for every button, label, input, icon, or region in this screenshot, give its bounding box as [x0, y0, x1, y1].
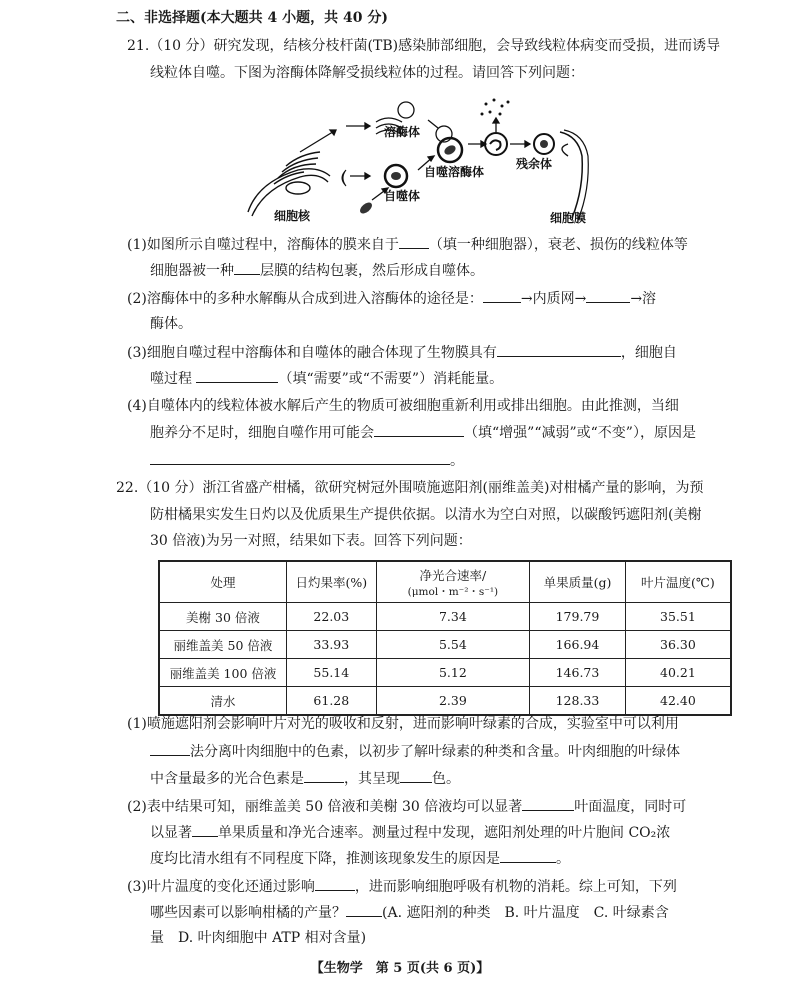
header-net-photosynthesis-unit: (μmol・m⁻²・s⁻¹): [407, 585, 499, 598]
table-cell: 35.51: [625, 603, 731, 631]
table-cell: 丽维盖美 50 倍液: [159, 631, 286, 659]
q21-p4-text-d: 。: [450, 453, 464, 469]
q21-p2-text-d: 酶体。: [150, 316, 192, 332]
answer-blank[interactable]: [586, 288, 630, 303]
answer-blank[interactable]: [150, 741, 190, 756]
q22-part2-line2: [150, 822, 670, 843]
header-net-photosynthesis: [376, 561, 529, 603]
table-cell: 36.30: [625, 631, 731, 659]
q21-p4-text-b: 胞养分不足时，细胞自噬作用可能会: [150, 425, 374, 441]
q21-p1-text-b: （填一种细胞器），衰老、损伤的线粒体等: [428, 237, 688, 253]
q22-p1-text-e: 色。: [432, 771, 460, 787]
table-cell: 40.21: [625, 659, 731, 687]
answer-blank[interactable]: [374, 422, 464, 437]
q22-part1-line2: [150, 741, 680, 762]
autophagosome-drawing: [385, 165, 407, 187]
table-cell: 丽维盖美 100 倍液: [159, 659, 286, 687]
table-cell: 146.73: [530, 659, 626, 687]
q22-part2-line1: [127, 796, 686, 817]
q22-p2-text-f: 。: [556, 851, 570, 867]
answer-blank[interactable]: [315, 876, 355, 891]
q22-p1-text-b: 法分离叶肉细胞中的色素，以初步了解叶绿素的种类和含量。叶肉细胞的叶绿体: [190, 744, 680, 760]
q21-p4-text-a: (4)自噬体内的线粒体被水解后产生的物质可被细胞重新利用或排出细胞。由此推测，当细: [127, 398, 679, 414]
label-cell-membrane: 细胞膜: [550, 211, 587, 225]
table-header-row: [159, 561, 731, 603]
q21-part3-line2: [150, 368, 503, 389]
table-cell: 5.54: [376, 631, 529, 659]
q21-part2-line1: [127, 288, 656, 309]
results-table: [158, 560, 732, 716]
q22-p3-text-a: (3)叶片温度的变化还通过影响: [127, 879, 315, 895]
table-cell: 22.03: [286, 603, 376, 631]
table-cell: 166.94: [530, 631, 626, 659]
q22-p2-text-d: 单果质量和净光合速率。测量过程中发现，遮阳剂处理的叶片胞间 CO₂浓: [218, 825, 671, 841]
q21-part3-line1: [127, 342, 677, 363]
q22-intro-line-2: 防柑橘果实发生日灼以及优质果生产提供依据。以清水为空白对照，以碳酸钙遮阳剂(美榭: [150, 507, 702, 523]
q21-part4-line3: [150, 450, 464, 471]
digestion-drawing: [481, 99, 510, 156]
q22-p2-text-e: 度均比清水组有不同程度下降，推测该现象发生的原因是: [150, 851, 500, 867]
lysosome-autophagy-diagram: [238, 92, 598, 232]
answer-blank[interactable]: [483, 288, 521, 303]
q22-part3-line1: [127, 876, 677, 897]
q22-intro-line-3: 30 倍液)为另一对照，结果如下表。回答下列问题：: [150, 533, 472, 549]
q22-p2-text-c: 以显著: [150, 825, 192, 841]
label-autophagosome: 自噬体: [384, 189, 421, 203]
table-cell: 美榭 30 倍液: [159, 603, 286, 631]
q22-part1-line3: [150, 768, 460, 789]
page-footer: 【生物学 第 5 页(共 6 页)】: [310, 961, 490, 976]
label-autolysosome: 自噬溶酶体: [424, 165, 485, 179]
residual-body-drawing: [534, 134, 554, 154]
table-cell: 5.12: [376, 659, 529, 687]
q21-p3-text-b: ，细胞自: [620, 345, 677, 361]
section-title: 二、非选择题(本大题共 4 小题，共 40 分): [116, 10, 388, 26]
q22-p3-text-c: 哪些因素可以影响柑橘的产量？: [150, 905, 346, 921]
answer-blank[interactable]: [399, 234, 429, 249]
q21-p2-text-a: (2)溶酶体中的多种水解酶从合成到进入溶酶体的途径是：: [127, 291, 483, 307]
label-nucleus: 细胞核: [274, 209, 311, 223]
header-treatment: 处理: [159, 561, 286, 603]
q21-p3-text-d: （填“需要”或“不需要”）消耗能量。: [278, 371, 504, 387]
answer-blank[interactable]: [497, 342, 621, 357]
q21-intro-line-2: 线粒体自噬。下图为溶酶体降解受损线粒体的过程。请回答下列问题：: [150, 65, 584, 81]
q21-p2-text-c: →溶: [630, 291, 657, 307]
header-fruit-mass: 单果质量(g): [530, 561, 626, 603]
q22-part2-line3: [150, 848, 570, 869]
q21-p3-text-a: (3)细胞自噬过程中溶酶体和自噬体的融合体现了生物膜具有: [127, 345, 497, 361]
table-cell: 55.14: [286, 659, 376, 687]
autolysosome-drawing: [438, 138, 462, 162]
answer-blank[interactable]: [234, 260, 260, 275]
label-lysosome: 溶酶体: [384, 125, 421, 139]
table-cell: 清水: [159, 687, 286, 716]
table-row: [159, 603, 731, 631]
q21-part4-line2: [150, 422, 696, 443]
q21-part1-line1: [127, 234, 688, 255]
answer-blank[interactable]: [192, 822, 218, 837]
label-residual-body: 残余体: [516, 157, 553, 171]
table-cell: 33.93: [286, 631, 376, 659]
answer-blank[interactable]: [304, 768, 344, 783]
q22-p2-text-b: 叶面温度，同时可: [574, 799, 687, 815]
q22-p3-text-b: ，进而影响细胞呼吸有机物的消耗。综上可知，下列: [354, 879, 677, 895]
q22-p3-text-e: 量 D. 叶肉细胞中 ATP 相对含量): [150, 930, 367, 946]
table-row: [159, 687, 731, 716]
header-net-photosynthesis-title: 净光合速率/: [419, 567, 487, 583]
q22-p1-text-d: ，其呈现: [344, 771, 400, 787]
q22-part3-line2: [150, 902, 669, 923]
q22-p1-text-c: 中含量最多的光合色素是: [150, 771, 304, 787]
q22-p1-text-a: (1)喷施遮阳剂会影响叶片对光的吸收和反射，进而影响叶绿素的合成，实验室中可以利用: [127, 716, 679, 732]
table-cell: 2.39: [376, 687, 529, 716]
q21-intro-line-1: 21.（10 分）研究发现，结核分枝杆菌(TB)感染肺部细胞，会导致线粒体病变而受损，进而诱导: [127, 38, 721, 54]
table-cell: 7.34: [376, 603, 529, 631]
q21-part1-line2: [150, 260, 484, 281]
q22-p3-text-d: (A. 遮阳剂的种类 B. 叶片温度 C. 叶绿素含: [382, 905, 669, 921]
table-cell: 128.33: [530, 687, 626, 716]
table-cell: 61.28: [286, 687, 376, 716]
answer-blank[interactable]: [400, 768, 432, 783]
answer-blank[interactable]: [150, 450, 450, 465]
answer-blank[interactable]: [196, 368, 278, 383]
exocytosis-pocket: [562, 144, 568, 156]
q21-p1-text-a: (1)如图所示自噬过程中，溶酶体的膜来自于: [127, 237, 399, 253]
q21-p1-text-d: 层膜的结构包裹，然后形成自噬体。: [260, 263, 484, 279]
table-cell: 179.79: [530, 603, 626, 631]
q21-p3-text-c: 噬过程: [150, 371, 192, 387]
phagophore-crescent: [342, 170, 346, 186]
table-row: [159, 631, 731, 659]
q21-p1-text-c: 细胞器被一种: [150, 263, 234, 279]
table-row: [159, 659, 731, 687]
q21-p2-text-b: →内质网→: [520, 291, 587, 307]
answer-blank[interactable]: [346, 902, 382, 917]
header-leaf-temperature: 叶片温度(℃): [625, 561, 731, 603]
q22-p2-text-a: (2)表中结果可知，丽维盖美 50 倍液和美榭 30 倍液均可以显著: [127, 799, 523, 815]
nucleus-er-drawing: [248, 152, 330, 216]
answer-blank[interactable]: [522, 796, 574, 811]
q21-p4-text-c: （填“增强”“减弱”或“不变”），原因是: [464, 425, 696, 441]
cell-membrane-drawing: [560, 132, 582, 218]
header-sunburn-rate: 日灼果率(%): [286, 561, 376, 603]
q22-intro-line-1: 22.（10 分）浙江省盛产柑橘，欲研究树冠外围喷施遮阳剂(丽维盖美)对柑橘产量的影响，为预: [116, 480, 704, 496]
damaged-mitochondrion: [358, 200, 374, 215]
table-cell: 42.40: [625, 687, 731, 716]
answer-blank[interactable]: [500, 848, 556, 863]
